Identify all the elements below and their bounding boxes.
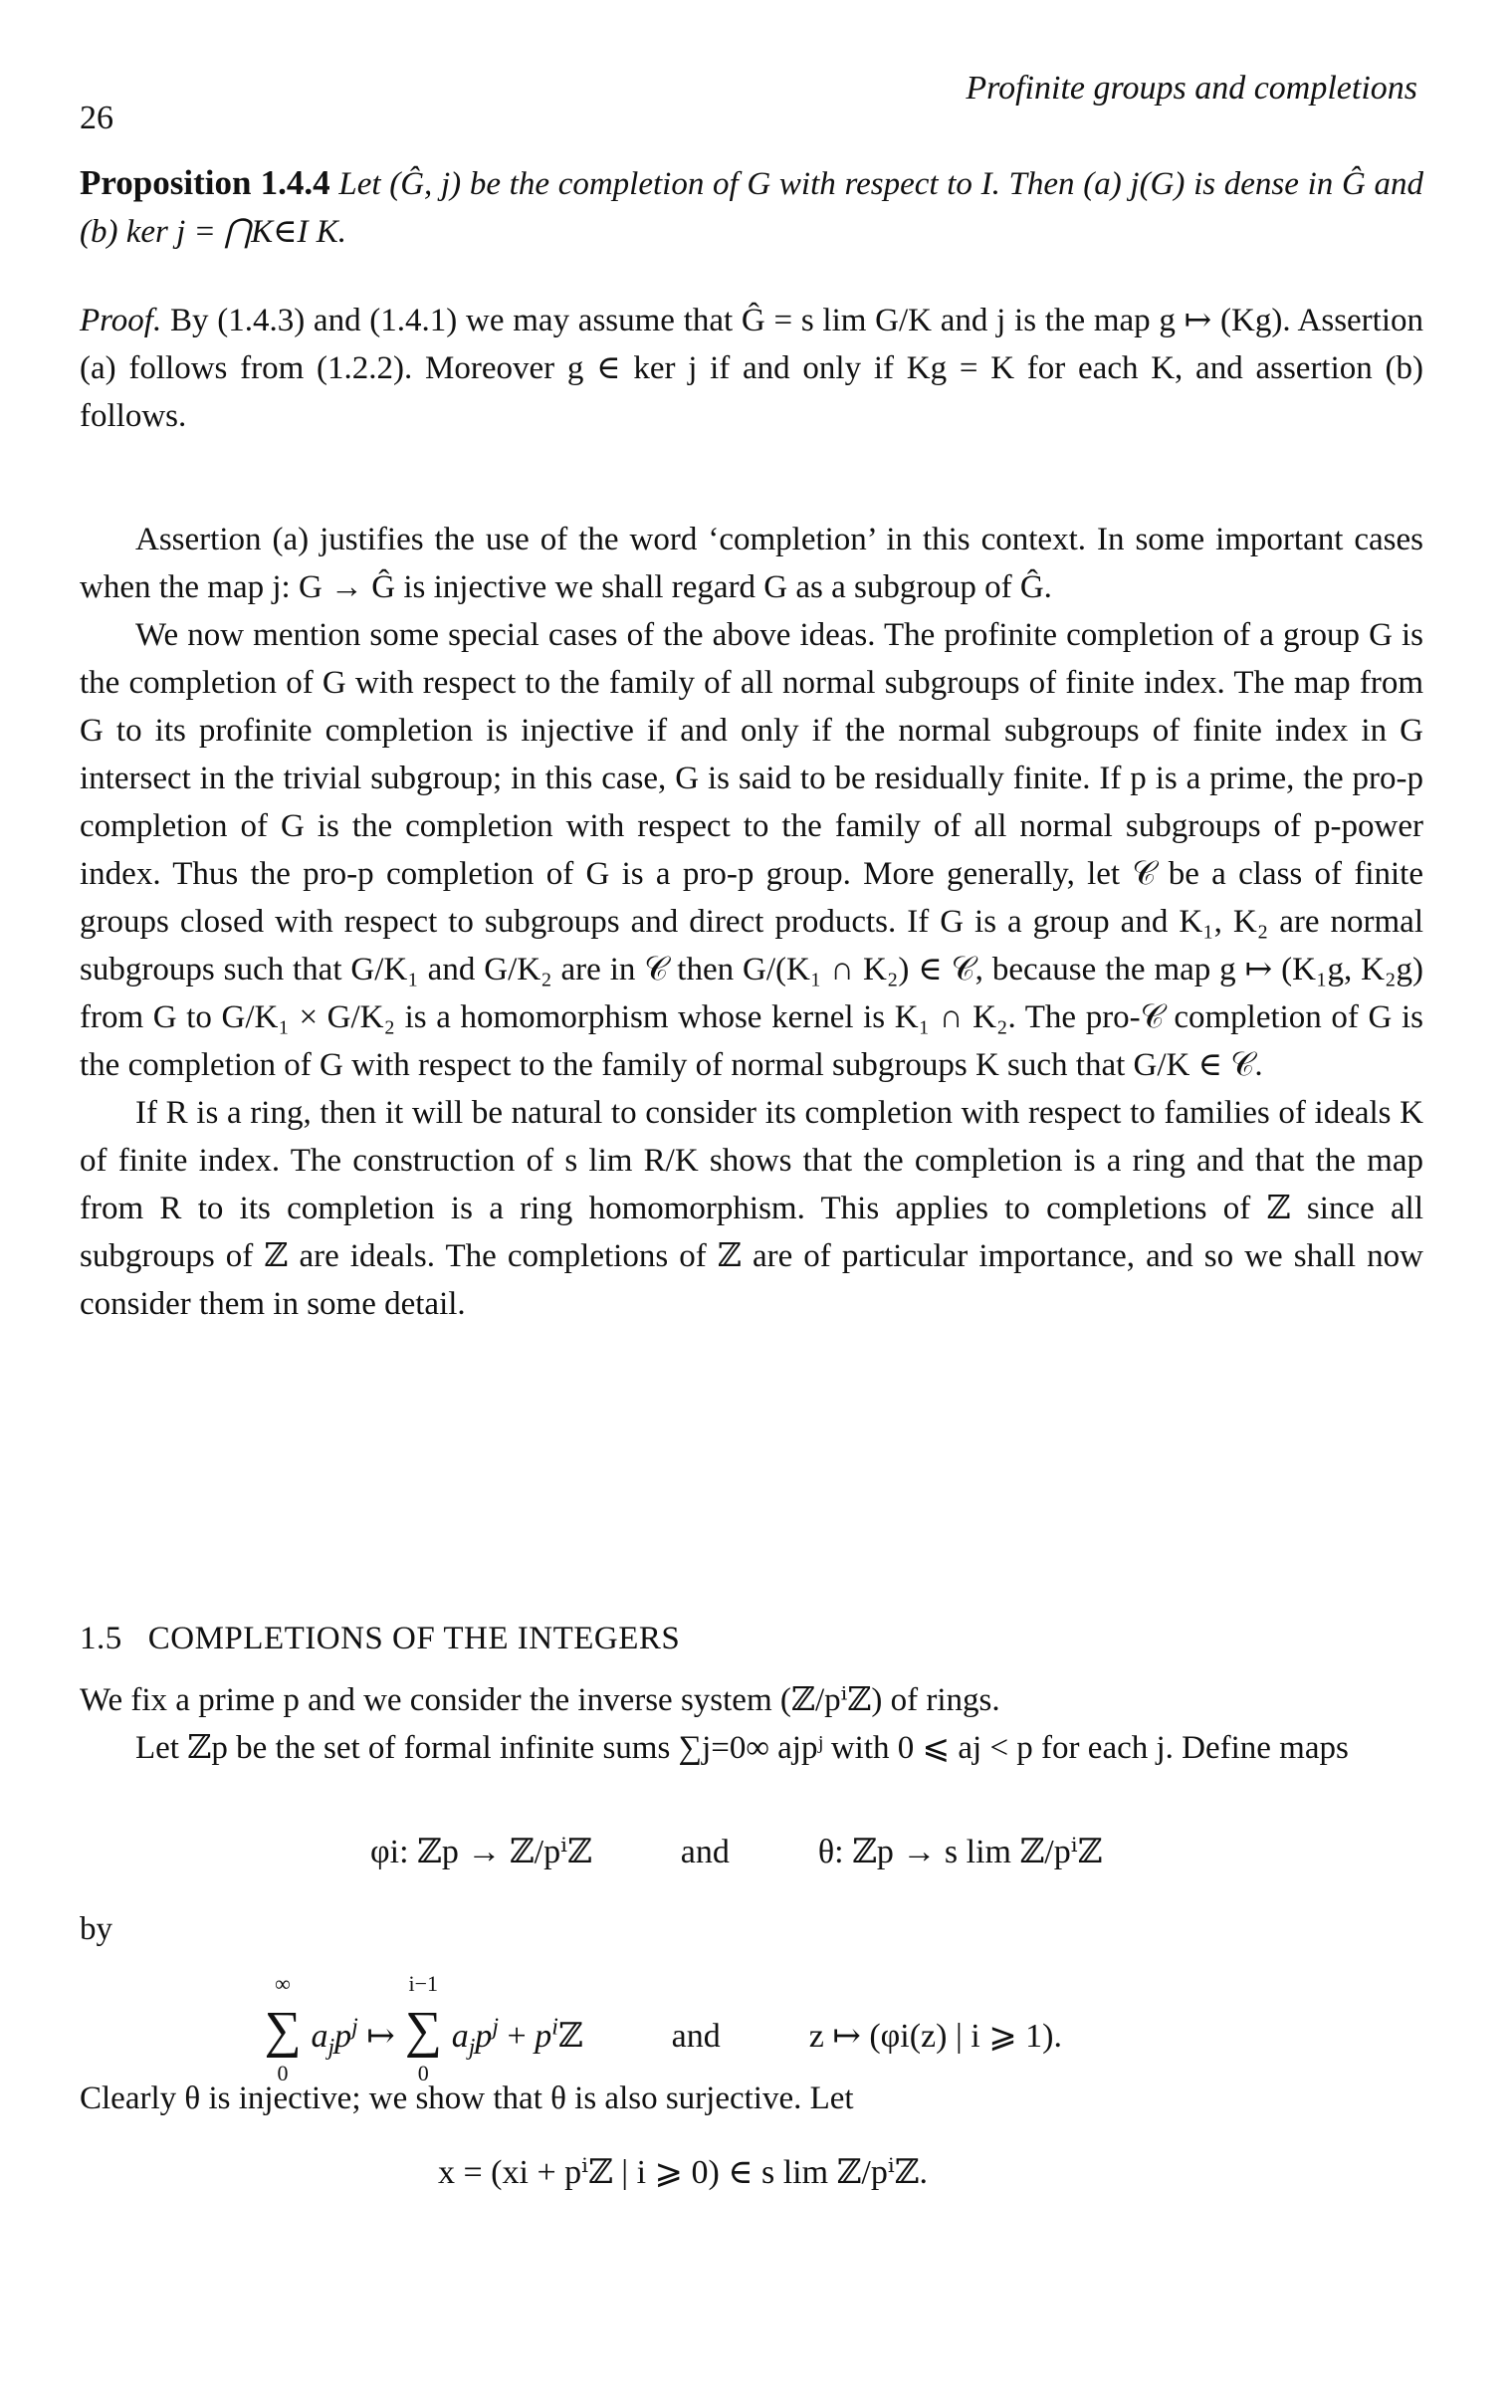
phi-map: φi: ℤp → ℤ/pⁱℤ — [370, 1834, 592, 1870]
display-equation-sums: ∞ ∑ 0 $a_jp^j$ ↦ i−1 ∑ 0 $a_jp^j$ + $p^iℤ$ and z ↦ (φi(z) | i ⩾ 1). — [264, 1971, 1063, 2085]
infinite-sum: ∞ ∑ 0 — [264, 1971, 302, 2085]
proof-label: Proof. — [80, 303, 162, 338]
finite-sum: i−1 ∑ 0 — [404, 1971, 442, 2085]
paragraph: If R is a ring, then it will be natural to consider its completion with respect to families of ideals K of finite index. The construction of s lim R/K shows that the completion is a ring and that the map from R to its completion is a ring homomorphism. This applies to completions of ℤ since all subgroups of ℤ are ideals. The completions of ℤ are of particular importance, and so we shall now consider them in some detail. — [80, 1095, 1423, 1322]
section-number: 1.5 — [80, 1621, 122, 1656]
section-title: COMPLETIONS OF THE INTEGERS — [147, 1621, 681, 1656]
z-map: z ↦ (φi(z) | i ⩾ 1). — [808, 2018, 1063, 2055]
section-body — [80, 1676, 1423, 1772]
proposition — [80, 159, 1423, 256]
by-word: by — [80, 1911, 112, 1947]
display-equation-x: x = (xi + pⁱℤ | i ⩾ 0) ∈ s lim ℤ/pⁱℤ. — [438, 2154, 929, 2191]
page-number: 26 — [80, 100, 113, 136]
paragraph: Assertion (a) justifies the use of the word ‘completion’ in this context. In some important cases when the map j: G → Ĝ is injective we shall regard G as a subgroup of Ĝ. — [80, 522, 1423, 605]
paragraph: Let ℤp be the set of formal infinite sums ∑j=0∞ ajpʲ with 0 ⩽ aj < p for each j. Define maps — [135, 1730, 1349, 1766]
paragraph: We fix a prime p and we consider the inverse system (ℤ/pⁱℤ) of rings. — [80, 1682, 1000, 1718]
closing-sentence: Clearly θ is injective; we show that θ is also surjective. Let — [80, 2080, 854, 2116]
paragraph: We now mention some special cases of the above ideas. The profinite completion of a group G is the completion of G with respect to the family of all normal subgroups of finite index. The map from G to its profinite completion is injective if and only if the normal subgroups of finite index in G intersect in the trivial subgroup; in this case, G is said to be residually finite. If p is a prime, the pro-p completion of G is the completion with respect to the family of all normal subgroups of p-power index. Thus the pro-p completion of G is a pro-p group. More generally, let 𝒞 be a class of finite groups closed with respect to subgroups and direct products. If G is a group and K₁, K₂ are normal subgroups such that G/K₁ and G/K₂ are in 𝒞 then G/(K₁ ∩ K₂) ∈ 𝒞, because the map g ↦ (K₁g, K₂g) from G to G/K₁ × G/K₂ is a homomorphism whose kernel is K₁ ∩ K₂. The pro-𝒞 completion of G is the completion of G with respect to the family of normal subgroups K such that G/K ∈ 𝒞. — [80, 617, 1423, 1083]
running-head: Profinite groups and completions — [966, 70, 1417, 107]
theta-map: θ: ℤp → s lim ℤ/pⁱℤ — [817, 1834, 1103, 1870]
proof — [80, 297, 1423, 440]
proof-text: By (1.4.3) and (1.4.1) we may assume that Ĝ = s lim G/K and j is the map g ↦ (Kg). Assertion (a) follows from (1.2.2). Moreover g ∈ ker j if and only if Kg = K for each K, and assertion (b) follows. — [80, 303, 1424, 434]
and-connector: and — [671, 2018, 721, 2055]
section-heading — [80, 1621, 680, 1657]
display-equation-maps — [370, 1832, 1102, 1871]
and-connector: and — [680, 1834, 730, 1870]
body-text — [80, 516, 1423, 1328]
proposition-statement: Let (Ĝ, j) be the completion of G with respect to I. Then (a) j(G) is dense in Ĝ and (b) ker j = ⋂K∈I K. — [80, 166, 1424, 250]
proposition-label: Proposition 1.4.4 — [80, 163, 330, 202]
